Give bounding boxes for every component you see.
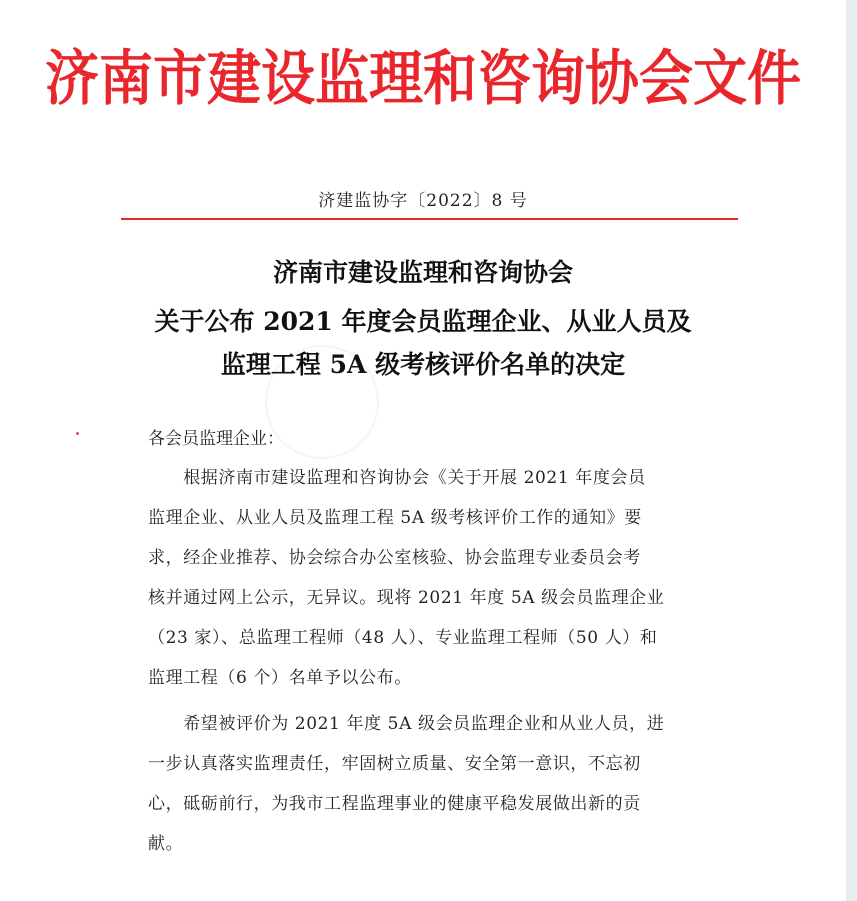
red-divider-line [121, 218, 738, 220]
body-line: 监理工程（6 个）名单予以公布。 [148, 668, 412, 688]
body-line: 一步认真落实监理责任，牢固树立质量、安全第一意识，不忘初 [148, 754, 641, 774]
salutation: 各会员监理企业： [148, 429, 284, 449]
body-line: 心，砥砺前行，为我市工程监理事业的健康平稳发展做出新的贡 [148, 794, 641, 814]
body-line: 根据济南市建设监理和咨询协会《关于开展 2021 年度会员 [148, 468, 646, 488]
body-line: 求，经企业推荐、协会综合办公室核验、协会监理专业委员会考 [148, 548, 641, 568]
document-number: 济建监协字〔2022〕8 号 [318, 191, 528, 211]
body-line: 监理企业、从业人员及监理工程 5A 级考核评价工作的通知》要 [148, 508, 642, 528]
body-line: 核并通过网上公示，无异议。现将 2021 年度 5A 级会员监理企业 [148, 588, 665, 608]
document-heading-line-3: 监理工程 5A 级考核评价名单的决定 [220, 350, 626, 379]
body-line: （23 家）、总监理工程师（48 人）、专业监理工程师（50 人）和 [148, 628, 658, 648]
body-line: 希望被评价为 2021 年度 5A 级会员监理企业和从业人员，进 [148, 714, 665, 734]
margin-dot [76, 432, 79, 435]
document-heading-line-2: 关于公布 2021 年度会员监理企业、从业人员及 [154, 307, 692, 336]
body-line: 献。 [148, 834, 184, 854]
document-heading-line-1: 济南市建设监理和咨询协会 [272, 258, 573, 287]
letterhead-title: 济南市建设监理和咨询协会文件 [45, 43, 801, 114]
viewer-side-strip [846, 0, 857, 901]
